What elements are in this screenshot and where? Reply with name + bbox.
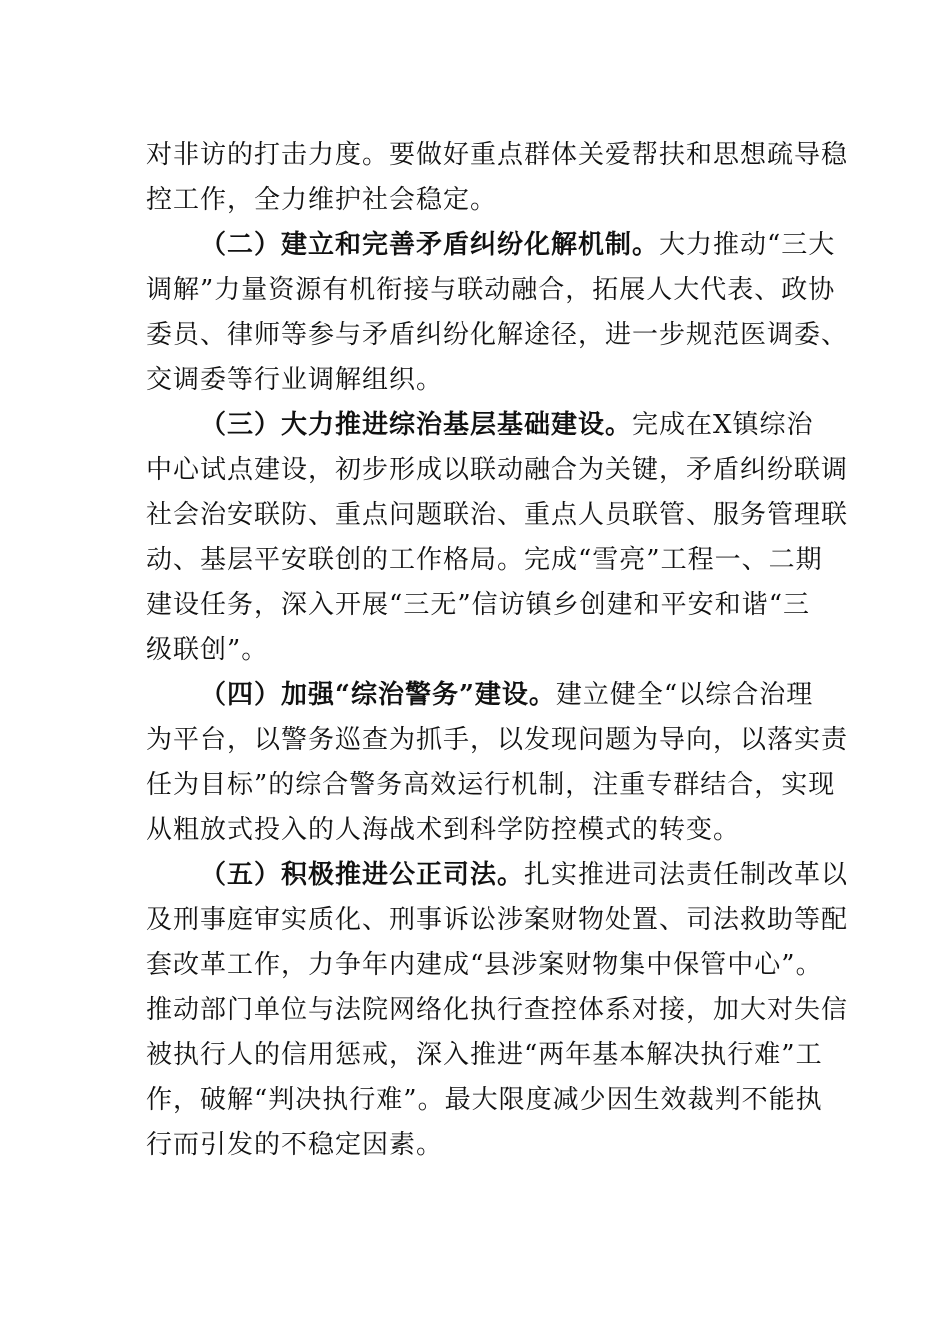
paragraph-1-line-1: 对非访的打击力度。要做好重点群体关爱帮扶和思想疏导稳 bbox=[146, 140, 849, 170]
paragraph-5-line-1 bbox=[200, 855, 849, 895]
paragraph-4-line-1 bbox=[200, 675, 814, 715]
paragraph-2-line-1-text: 大力推动“三大 bbox=[659, 230, 836, 260]
paragraph-3-line-5: 建设任务，深入开展“三无”信访镇乡创建和平安和谐“三 bbox=[146, 590, 810, 620]
paragraph-5-line-2: 及刑事庭审实质化、刑事诉讼涉案财物处置、司法救助等配 bbox=[146, 905, 849, 935]
paragraph-3-line-4: 动、基层平安联创的工作格局。完成“雪亮”工程一、二期 bbox=[146, 545, 823, 575]
paragraph-2-line-1 bbox=[200, 225, 836, 265]
paragraph-3-line-1-text: 完成在X镇综治 bbox=[632, 410, 814, 440]
paragraph-4-line-1-text: 建立健全“以综合治理 bbox=[555, 680, 814, 710]
paragraph-5-line-5: 被执行人的信用惩戒，深入推进“两年基本解决执行难”工 bbox=[146, 1040, 823, 1070]
paragraph-3-line-6: 级联创”。 bbox=[146, 635, 269, 665]
paragraph-5-line-7: 行而引发的不稳定因素。 bbox=[146, 1130, 444, 1160]
paragraph-4-line-4: 从粗放式投入的人海战术到科学防控模式的转变。 bbox=[146, 815, 741, 845]
paragraph-4-line-2: 为平台，以警务巡查为抓手，以发现问题为导向，以落实责 bbox=[146, 725, 849, 755]
paragraph-4-line-3: 任为目标”的综合警务高效运行机制，注重专群结合，实现 bbox=[146, 770, 836, 800]
paragraph-2-line-3: 委员、律师等参与矛盾纠纷化解途径，进一步规范医调委、 bbox=[146, 320, 849, 350]
paragraph-5-line-3: 套改革工作，力争年内建成“县涉案财物集中保管中心”。 bbox=[146, 950, 823, 980]
paragraph-3-line-2: 中心试点建设，初步形成以联动融合为关键，矛盾纠纷联调 bbox=[146, 455, 849, 485]
paragraph-4-heading: （四）加强“综治警务”建设。 bbox=[200, 680, 556, 710]
paragraph-5-line-1-text: 扎实推进司法责任制改革以 bbox=[524, 860, 849, 890]
paragraph-5-line-6: 作，破解“判决执行难”。最大限度减少因生效裁判不能执 bbox=[146, 1085, 823, 1115]
paragraph-5-heading: （五）积极推进公正司法。 bbox=[200, 860, 525, 890]
paragraph-3-line-3: 社会治安联防、重点问题联治、重点人员联管、服务管理联 bbox=[146, 500, 849, 530]
paragraph-2-heading: （二）建立和完善矛盾纠纷化解机制。 bbox=[200, 230, 660, 260]
paragraph-2-line-2: 调解”力量资源有机衔接与联动融合，拓展人大代表、政协 bbox=[146, 275, 836, 305]
paragraph-5-line-4: 推动部门单位与法院网络化执行查控体系对接，加大对失信 bbox=[146, 995, 849, 1025]
paragraph-3-heading: （三）大力推进综治基层基础建设。 bbox=[200, 410, 633, 440]
paragraph-3-line-1 bbox=[200, 405, 814, 445]
paragraph-1-line-2: 控工作，全力维护社会稳定。 bbox=[146, 185, 498, 215]
paragraph-2-line-4: 交调委等行业调解组织。 bbox=[146, 365, 444, 395]
